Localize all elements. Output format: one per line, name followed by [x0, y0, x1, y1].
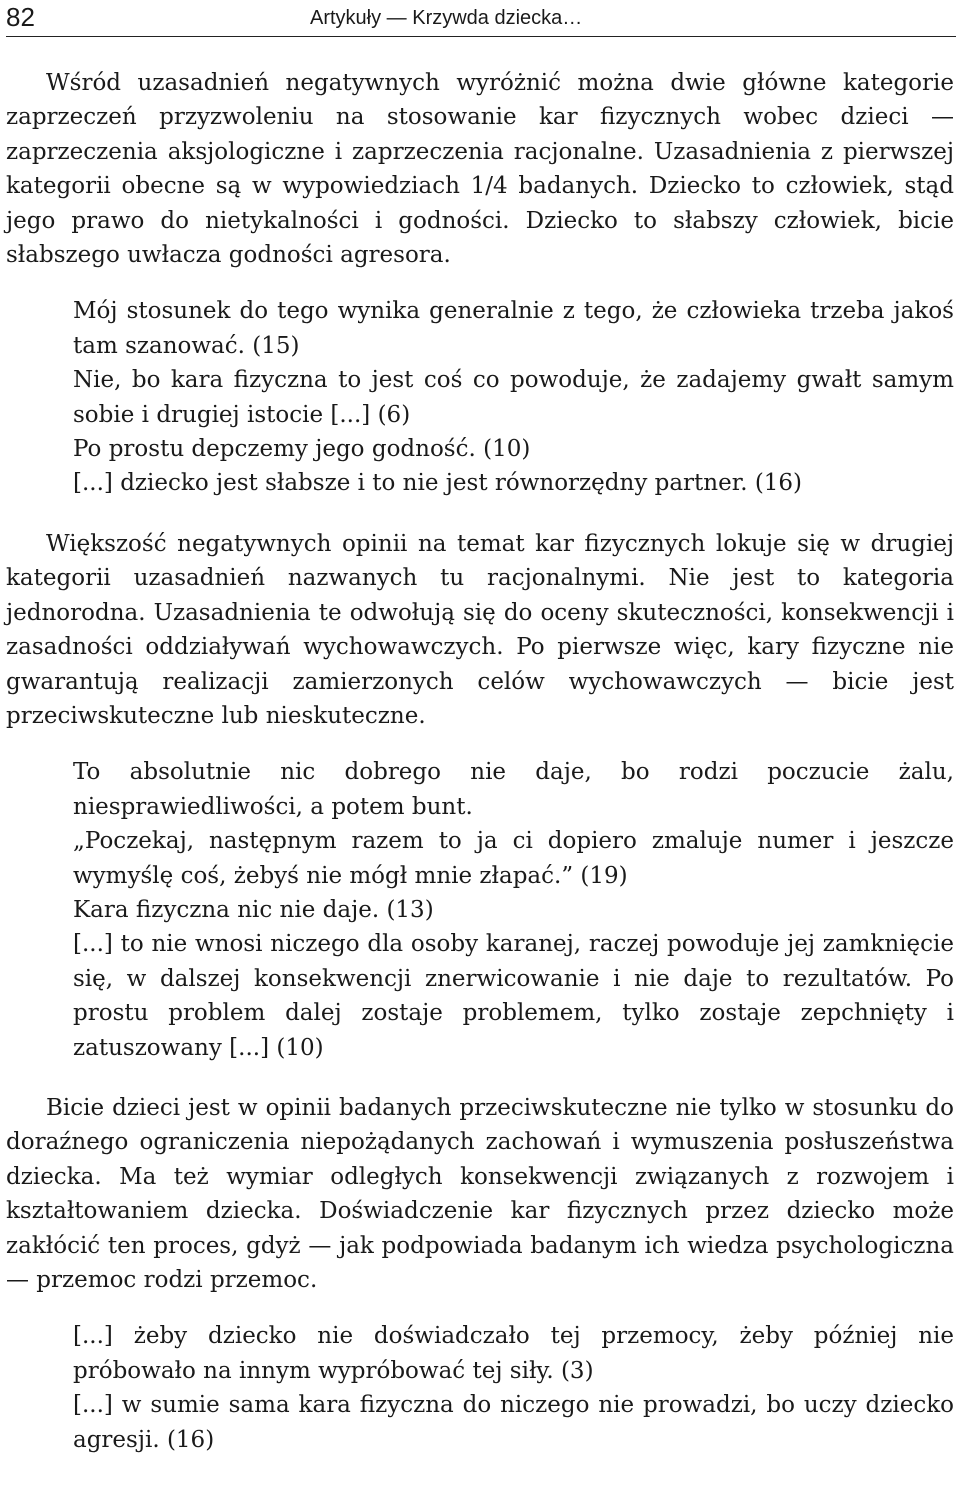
quote-line: [...] żeby dziecko nie doświadczało tej przemocy, żeby później nie próbowało na innym wypróbować tej siły. (3): [73, 1323, 954, 1384]
quote-line: [...] w sumie sama kara fizyczna do niczego nie prowadzi, bo uczy dziecko agresji. (16): [73, 1392, 954, 1453]
quote-block-3: [73, 1319, 954, 1457]
paragraph-1: Wśród uzasadnień negatywnych wyróżnić można dwie główne kategorie zaprzeczeń przyzwoleniu na stosowanie kar fizycznych wobec dzieci — zaprzeczenia aksjologiczne i zaprzeczenia racjonalne. Uzasadnienia z pierwszej kategorii obecne są w wypowiedziach 1/4 badanych. Dziecko to człowiek, stąd jego prawo do nietykalności i godności. Dziecko to słabszy człowiek, bicie słabszego uwłacza godności agresora.: [6, 70, 954, 269]
quote-line: Nie, bo kara fizyczna to jest coś co powoduje, że zadajemy gwałt samym sobie i drugiej istocie [...] (6): [73, 367, 954, 428]
quote-block-1: [73, 294, 954, 500]
quote-line: To absolutnie nic dobrego nie daje, bo rodzi poczucie żalu, niesprawiedliwości, a potem bunt.: [73, 759, 954, 820]
page-number: 82: [6, 2, 35, 32]
article-body: [6, 66, 954, 1457]
running-head: Artykuły — Krzywda dziecka…: [310, 7, 583, 29]
quote-line: [...] dziecko jest słabsze i to nie jest równorzędny partner. (16): [73, 470, 803, 497]
quote-line: [...] to nie wnosi niczego dla osoby karanej, raczej powoduje jej zamknięcie się, w dalszej konsekwencji znerwicowanie i nie daje to rezultatów. Po prostu problem dalej zostaje problemem, tylko zostaje zepchnięty i zatuszowany [...] (10): [73, 931, 954, 1061]
quote-line: „Poczekaj, następnym razem to ja ci dopiero zmaluje numer i jeszcze wymyślę coś, żebyś nie mógł mnie złapać.” (19): [73, 828, 954, 889]
quote-line: Mój stosunek do tego wynika generalnie z tego, że człowieka trzeba jakoś tam szanować. (15): [73, 298, 954, 359]
quote-block-2: [73, 755, 954, 1065]
paragraph-2: Większość negatywnych opinii na temat kar fizycznych lokuje się w drugiej kategorii uzasadnień nazwanych tu racjonalnymi. Nie jest to kategoria jednorodna. Uzasadnienia te odwołują się do oceny skuteczności, konsekwencji i zasadności oddziaływań wychowawczych. Po pierwsze więc, kary fizyczne nie gwarantują realizacji zamierzonych celów wychowawczych — bicie jest przeciwskuteczne lub nieskuteczne.: [6, 530, 954, 729]
quote-line: Po prostu depczemy jego godność. (10): [73, 436, 531, 463]
paragraph-3: Bicie dzieci jest w opinii badanych przeciwskuteczne nie tylko w stosunku do doraźnego ograniczenia niepożądanych zachowań i wymuszenia posłuszeństwa dziecka. Ma też wymiar odległych konsekwencji związanych z rozwojem i kształtowaniem dziecka. Doświadczenie kar fizycznych przez dziecko może zakłócić ten proces, gdyż — jak podpowiada badanym ich wiedza psychologiczna — przemoc rodzi przemoc.: [6, 1094, 954, 1293]
quote-line: Kara fizyczna nic nie daje. (13): [73, 896, 434, 923]
page-header: [6, 0, 956, 37]
